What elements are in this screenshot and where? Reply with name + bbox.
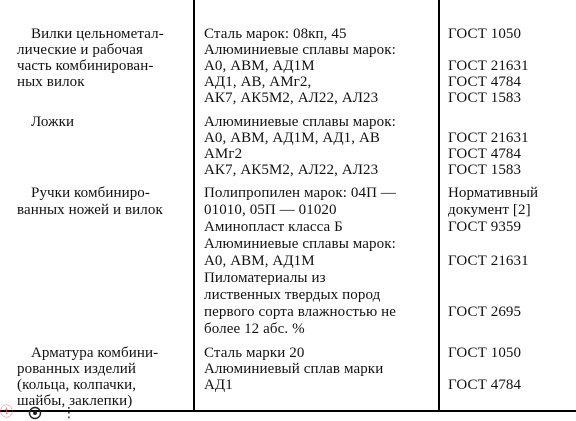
row2-standard-line4: ГОСТ 1583 [448, 162, 522, 178]
row2-material-line2: А0, АВМ, АД1М, АД1, АВ [204, 130, 381, 146]
row3-material-line9: более 12 абс. % [204, 321, 305, 337]
row1-material-line3: А0, АВМ, АД1М [204, 58, 315, 74]
row1-standard-line4: ГОСТ 4784 [448, 74, 522, 90]
row1-material-line4: АД1, АВ, АМг2, [204, 74, 312, 90]
row3-material-line2: 01010, 05П — 01020 [204, 202, 337, 218]
row3-material-line4: Алюминиевые сплавы марок: [204, 236, 396, 252]
row3-standard-line1: Нормативный [448, 185, 539, 201]
row3-material-line1: Полипропилен марок: 04П — [204, 185, 396, 201]
row1-item-line1: Вилки цельнометал- [31, 26, 164, 42]
row4-standard-line1: ГОСТ 1050 [448, 345, 522, 361]
row2-item-line1: Ложки [31, 114, 75, 130]
row4-standard-line3: ГОСТ 4784 [448, 377, 522, 393]
row4-item-line3: (кольца, колпачки, [17, 377, 137, 393]
row1-item-line4: ных вилок [17, 74, 85, 90]
row3-standard-line3: ГОСТ 9359 [448, 219, 522, 235]
row4-item-line2: рованных изделий [17, 361, 137, 377]
row3-standard-line5: ГОСТ 21631 [448, 253, 529, 269]
more-options-icon[interactable]: ⋮ [62, 405, 76, 421]
row4-material-line1: Сталь марки 20 [204, 345, 305, 361]
row1-standard-line5: ГОСТ 1583 [448, 90, 522, 106]
floating-toolbar [0, 405, 80, 421]
row1-standard-line3: ГОСТ 21631 [448, 58, 529, 74]
row2-standard-line2: ГОСТ 21631 [448, 130, 529, 146]
table-bottom-border [0, 410, 576, 412]
row1-item-line2: лические и рабочая [17, 42, 144, 58]
row3-material-line3: Аминопласт класса Б [204, 219, 343, 235]
row1-material-line5: АК7, АК5М2, АЛ22, АЛ23 [204, 90, 379, 106]
row4-material-line3: АД1 [204, 377, 233, 393]
row3-material-line5: А0, АВМ, АД1М [204, 253, 315, 269]
translate-icon[interactable]: ⓣ [0, 405, 14, 420]
column-divider-1 [193, 0, 195, 412]
row1-material-line2: Алюминиевые сплавы марок: [204, 42, 396, 58]
column-divider-2 [438, 0, 440, 412]
row2-material-line4: АК7, АК5М2, АЛ22, АЛ23 [204, 162, 379, 178]
lens-icon[interactable] [27, 405, 43, 421]
row4-item-line1: Арматура комбини- [31, 345, 159, 361]
row1-standard-line1: ГОСТ 1050 [448, 26, 522, 42]
row3-item-line1: Ручки комбиниро- [31, 185, 150, 201]
row4-material-line2: Алюминиевый сплав марки [204, 361, 384, 377]
row3-material-line8: первого сорта влажностью не [204, 304, 396, 320]
row2-standard-line3: ГОСТ 4784 [448, 146, 522, 162]
row3-standard-line8: ГОСТ 2695 [448, 304, 522, 320]
row1-material-line1: Сталь марок: 08кп, 45 [204, 26, 347, 42]
row2-material-line3: АМг2 [204, 146, 243, 162]
row3-material-line7: лиственных твердых пород [204, 287, 381, 303]
row3-standard-line2: документ [2] [448, 202, 531, 218]
row4-item-line4: шайбы, заклепки) [17, 393, 133, 409]
row3-item-line2: ванных ножей и вилок [17, 202, 163, 218]
row3-material-line6: Пиломатериалы из [204, 270, 326, 286]
row2-material-line1: Алюминиевые сплавы марок: [204, 114, 396, 130]
row1-item-line3: часть комбинирован- [17, 58, 154, 74]
